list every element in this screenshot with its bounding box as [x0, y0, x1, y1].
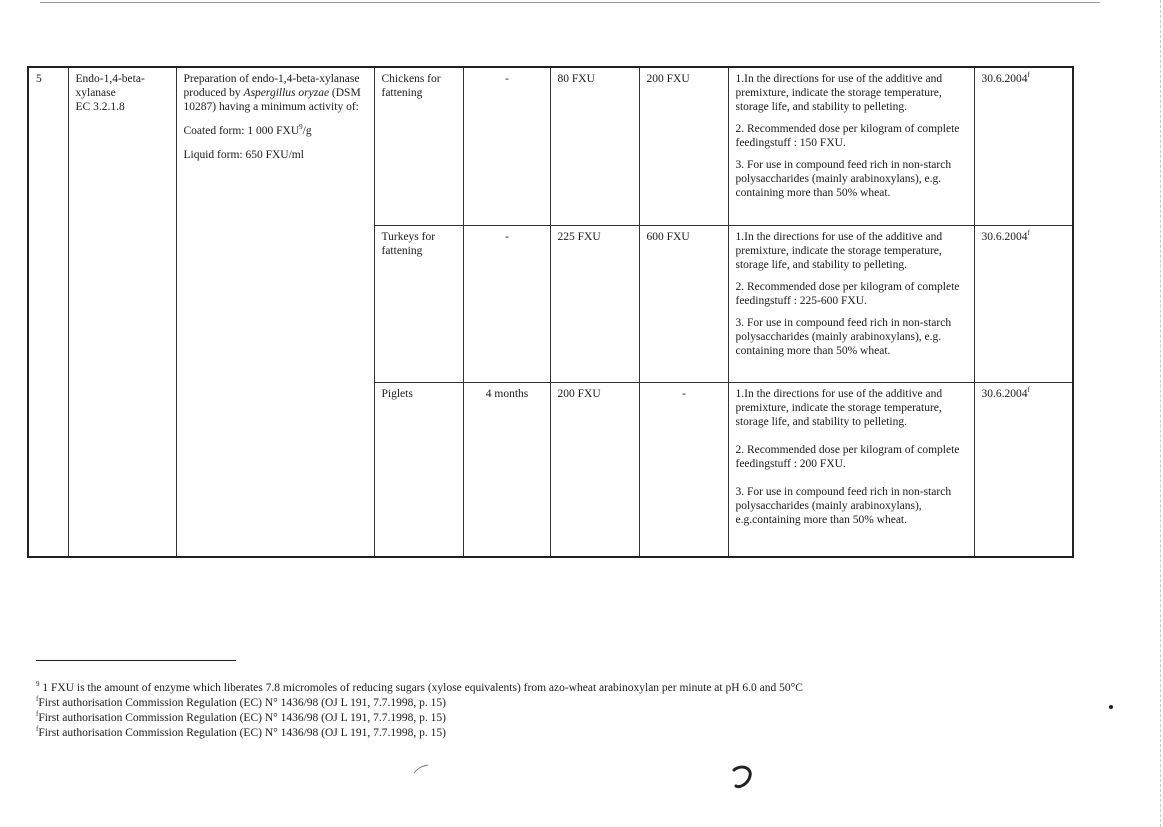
other-provisions [728, 67, 974, 225]
min-content: 200 FXU [550, 382, 639, 557]
footnote-mark: f [1027, 385, 1030, 394]
footnote: $^9$ 1 FXU is the amount of enzyme which liberates 7.8 micromoles of reducing sugars (xylose equivalents) from azo-wheat arabinoxylan per minute at pH 6.0 and 50°C [36, 680, 803, 694]
other-provisions [728, 382, 974, 557]
footnote-rule [36, 660, 236, 661]
scan-artifact-mark [728, 762, 758, 792]
chemical-composition [176, 67, 374, 557]
additive-ec-number: EC 3.2.1.8 [75, 101, 125, 113]
additive-table [27, 66, 1074, 558]
scan-artifact-mark [412, 762, 432, 776]
scan-right-edge [1160, 0, 1161, 827]
additive-name-line: xylanase [75, 87, 116, 99]
footnote-mark: f [36, 695, 39, 704]
max-age: 4 months [463, 382, 550, 557]
provision-1: 1.In the directions for use of the additive and premixture, indicate the storage temperature, storage life, and stability to pelleting. [735, 387, 943, 428]
animal-species: Chickens for fattening [374, 67, 463, 225]
coated-form: Coated form: 1 000 FXU$^9$/g [183, 123, 312, 137]
provision-2: 2. Recommended dose per kilogram of complete feedingstuff : 225-600 FXU. [735, 280, 960, 307]
authorisation-period: 30.6.2004$^f$ [974, 67, 1073, 225]
additive-name [68, 67, 176, 557]
max-content: 200 FXU [639, 67, 728, 225]
authorisation-period: 30.6.2004$^f$ [974, 382, 1073, 557]
scan-top-border [40, 2, 1100, 3]
footnote-mark: f [36, 725, 39, 734]
max-content: - [639, 382, 728, 557]
provision-3: 3. For use in compound feed rich in non-starch polysaccharides (mainly arabinoxylans), e.g. containing more than 50% wheat. [735, 159, 952, 199]
provision-2: 2. Recommended dose per kilogram of complete feedingstuff : 150 FXU. [735, 123, 960, 149]
additive-name-line: Endo-1,4-beta- [75, 73, 145, 85]
min-content: 225 FXU [550, 225, 639, 382]
max-age: - [463, 67, 550, 225]
footnote: $^f$First authorisation Commission Regulation (EC) N° 1436/98 (OJ L 191, 7.7.1998, p. 15) [36, 725, 446, 739]
max-content: 600 FXU [639, 225, 728, 382]
provision-1: 1.In the directions for use of the additive and premixture, indicate the storage temperature, storage life, and stability to pelleting. [735, 73, 943, 113]
footnote-mark: 9 [299, 123, 303, 132]
animal-species: Piglets [374, 382, 463, 557]
entry-number: 5 [28, 67, 68, 557]
provision-3: 3. For use in compound feed rich in non-starch polysaccharides (mainly arabinoxylans), e.g.containing more than 50% wheat. [735, 485, 952, 526]
composition-description: Preparation of endo-1,4-beta-xylanase produced by Aspergillus oryzae (DSM 10287) having a minimum activity of: [183, 73, 361, 113]
table-row-chickens [28, 67, 1073, 225]
min-content: 80 FXU [550, 67, 639, 225]
max-age: - [463, 225, 550, 382]
provision-3: 3. For use in compound feed rich in non-starch polysaccharides (mainly arabinoxylans), e.g. containing more than 50% wheat. [735, 316, 952, 357]
other-provisions [728, 225, 974, 382]
footnote-mark: f [36, 710, 39, 719]
provision-2: 2. Recommended dose per kilogram of complete feedingstuff : 200 FXU. [735, 443, 960, 470]
footnotes [36, 681, 1086, 741]
footnote-mark: 9 [36, 680, 40, 689]
provision-1: 1.In the directions for use of the additive and premixture, indicate the storage temperature, storage life, and stability to pelleting. [735, 230, 943, 271]
footnote: $^f$First authorisation Commission Regulation (EC) N° 1436/98 (OJ L 191, 7.7.1998, p. 15) [36, 710, 446, 724]
footnote-mark: f [1027, 71, 1030, 80]
authorisation-period: 30.6.2004$^f$ [974, 225, 1073, 382]
footnote: $^f$First authorisation Commission Regulation (EC) N° 1436/98 (OJ L 191, 7.7.1998, p. 15) [36, 695, 446, 709]
liquid-form: Liquid form: 650 FXU/ml [183, 149, 304, 161]
scan-artifact-dot [1108, 704, 1114, 710]
animal-species: Turkeys for fattening [374, 225, 463, 382]
species-name: Aspergillus oryzae [243, 87, 330, 99]
footnote-mark: f [1027, 228, 1030, 237]
